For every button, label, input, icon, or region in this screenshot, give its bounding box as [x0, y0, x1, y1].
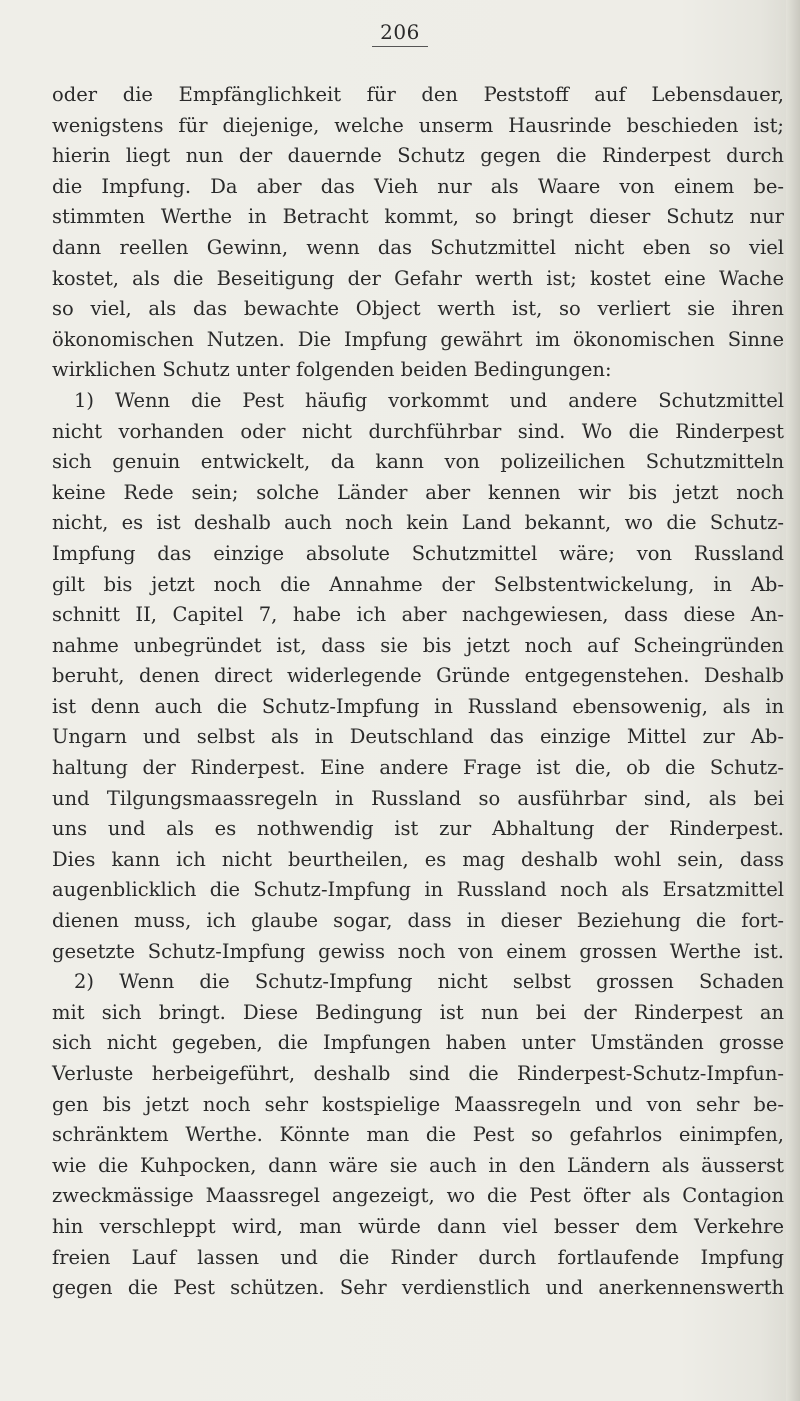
text-line: stimmten Werthe in Betracht kommt, so bringt dieser Schutz nur	[52, 205, 784, 229]
text-line: gen bis jetzt noch sehr kostspielige Maassregeln und von sehr be-	[52, 1092, 784, 1116]
text-line: ökonomischen Nutzen. Die Impfung gewährt im ökonomischen Sinne	[52, 327, 784, 351]
text-line: wirklichen Schutz unter folgenden beiden Bedingungen:	[52, 358, 612, 382]
text-line: Impfung das einzige absolute Schutzmittel wäre; von Russland	[52, 541, 784, 565]
text-line: mit sich bringt. Diese Bedingung ist nun bei der Rinderpest an	[52, 1000, 784, 1024]
page-edge	[786, 0, 800, 1401]
text-line: kostet, als die Beseitigung der Gefahr werth ist; kostet eine Wache	[52, 266, 784, 290]
text-line: ist denn auch die Schutz-Impfung in Russland ebensowenig, als in	[52, 694, 784, 718]
text-line: oder die Empfänglichkeit für den Peststoff auf Lebensdauer,	[52, 83, 784, 106]
text-line: sich nicht gegeben, die Impfungen haben unter Umständen grosse	[52, 1031, 784, 1055]
text-line: schnitt II, Capitel 7, habe ich aber nachgewiesen, dass diese An-	[52, 603, 784, 627]
text-line: Verluste herbeigeführt, deshalb sind die Rinderpest-Schutz-Impfun-	[52, 1062, 784, 1085]
text-line: 2) Wenn die Schutz-Impfung nicht selbst grossen Schaden	[74, 970, 784, 994]
text-line: Dies kann ich nicht beurtheilen, es mag deshalb wohl sein, dass	[52, 847, 784, 871]
text-line: hierin liegt nun der dauernde Schutz gegen die Rinderpest durch	[52, 144, 784, 168]
text-line: freien Lauf lassen und die Rinder durch fortlaufende Impfung	[52, 1245, 784, 1269]
text-line: hin verschleppt wird, man würde dann viel besser dem Verkehre	[52, 1214, 784, 1238]
body-text	[52, 80, 784, 1304]
text-line: die Impfung. Da aber das Vieh nur als Waare von einem be-	[52, 174, 784, 198]
text-line: dienen muss, ich glaube sogar, dass in dieser Beziehung die fort-	[52, 909, 784, 933]
text-line: nicht vorhanden oder nicht durchführbar sind. Wo die Rinderpest	[52, 419, 784, 443]
text-line: wie die Kuhpocken, dann wäre sie auch in den Ländern als äusserst	[52, 1153, 784, 1177]
text-line: wenigstens für diejenige, welche unserm Hausrinde beschieden ist;	[52, 113, 784, 137]
page-number: 206	[0, 20, 800, 47]
text-line: schränktem Werthe. Könnte man die Pest so gefahrlos einimpfen,	[52, 1123, 784, 1147]
text-line: dann reellen Gewinn, wenn das Schutzmittel nicht eben so viel	[52, 235, 784, 259]
text-line: nahme unbegründet ist, dass sie bis jetzt noch auf Scheingründen	[52, 633, 784, 657]
text-line: uns und als es nothwendig ist zur Abhaltung der Rinderpest.	[52, 817, 784, 841]
text-line: und Tilgungsmaassregeln in Russland so ausführbar sind, als bei	[52, 786, 784, 810]
text-line: Ungarn und selbst als in Deutschland das einzige Mittel zur Ab-	[52, 725, 784, 749]
text-line: beruht, denen direct widerlegende Gründe entgegenstehen. Deshalb	[52, 664, 784, 688]
text-line: gesetzte Schutz-Impfung gewiss noch von einem grossen Werthe ist.	[52, 939, 784, 963]
text-line: haltung der Rinderpest. Eine andere Frage ist die, ob die Schutz-	[52, 756, 784, 780]
text-line: gilt bis jetzt noch die Annahme der Selbstentwickelung, in Ab-	[52, 572, 784, 596]
text-line: so viel, als das bewachte Object werth ist, so verliert sie ihren	[52, 297, 784, 321]
text-line: nicht, es ist deshalb auch noch kein Land bekannt, wo die Schutz-	[52, 511, 784, 535]
text-line: gegen die Pest schützen. Sehr verdienstlich und anerkennenswerth	[52, 1276, 784, 1300]
text-line: augenblicklich die Schutz-Impfung in Russland noch als Ersatzmittel	[52, 878, 784, 902]
text-line: sich genuin entwickelt, da kann von polizeilichen Schutzmitteln	[52, 450, 784, 474]
text-line: 1) Wenn die Pest häufig vorkommt und andere Schutzmittel	[74, 388, 784, 412]
text-line: zweckmässige Maassregel angezeigt, wo die Pest öfter als Contagion	[52, 1184, 784, 1208]
text-line: keine Rede sein; solche Länder aber kennen wir bis jetzt noch	[52, 480, 784, 504]
